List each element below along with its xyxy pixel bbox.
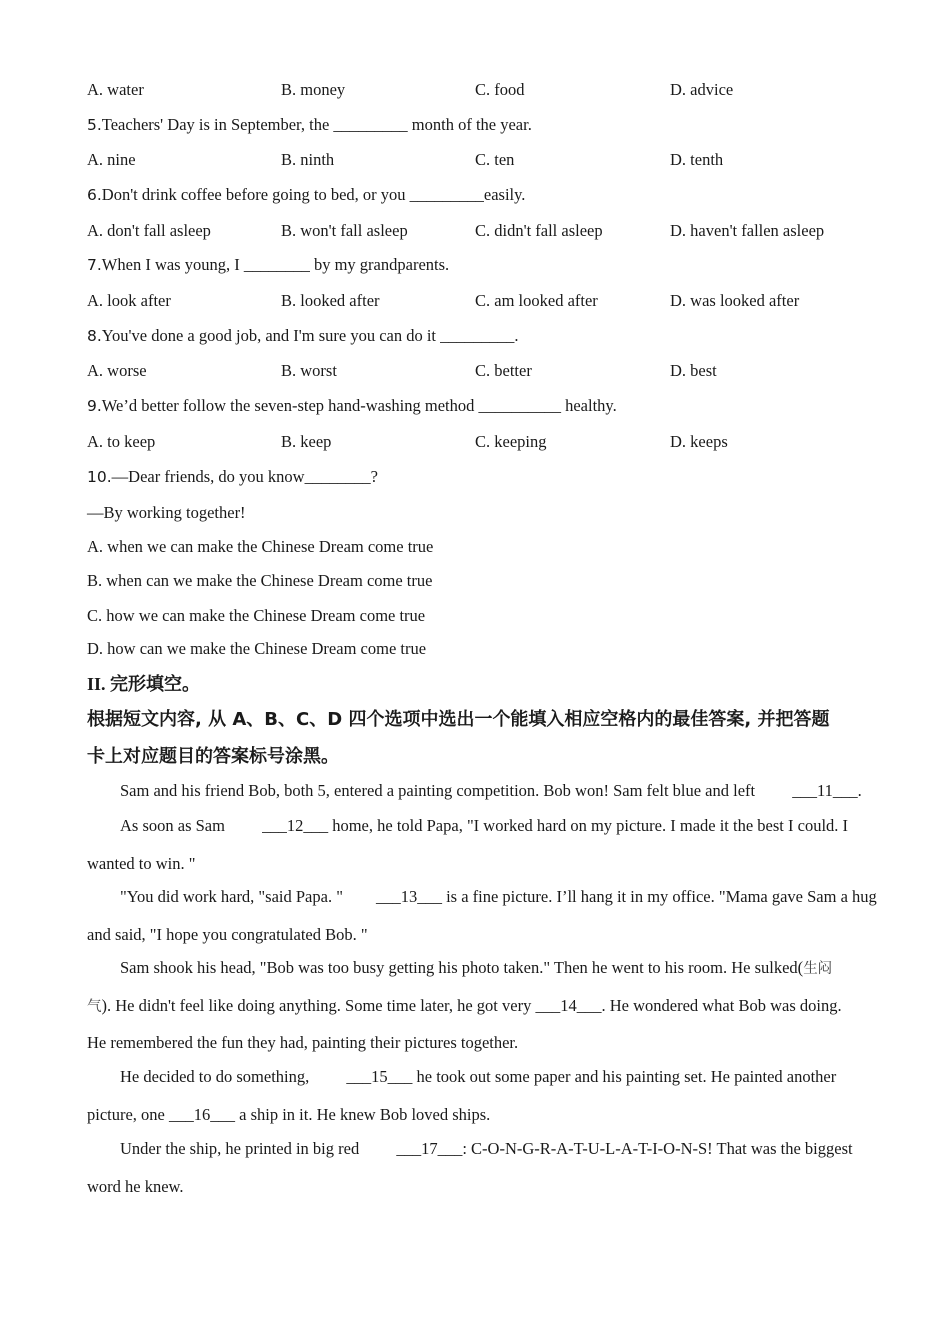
q9-number: 9. — [87, 397, 102, 415]
q7-text: When I was young, I ________ by my grandparents. — [101, 255, 450, 274]
q7-number: 7. — [87, 256, 102, 274]
q7-option-c: C. am looked after — [475, 291, 598, 310]
blank-17: ___17___ — [396, 1139, 463, 1158]
q4-option-a: A. water — [87, 80, 144, 99]
passage-paragraph-1 — [87, 779, 862, 803]
passage-text: As soon as Sam — [120, 816, 230, 835]
passage-text: a ship in it. He knew Bob loved ships. — [235, 1105, 491, 1124]
q6-option-a: A. don't fall asleep — [87, 221, 211, 240]
q7-options — [87, 289, 867, 313]
q8-option-c: C. better — [475, 361, 532, 380]
gloss-cn: 气 — [87, 999, 102, 1015]
q9-option-d: D. keeps — [670, 432, 728, 451]
gloss-cn: 生闷 — [803, 961, 833, 977]
q6-text: Don't drink coffee before going to bed, or you _________easily. — [101, 185, 526, 204]
passage-text: . — [857, 781, 862, 800]
passage-paragraph-3 — [87, 885, 877, 909]
passage-text: he took out some paper and his painting set. He painted another — [412, 1067, 837, 1086]
blank-16: ___16___ — [169, 1105, 236, 1124]
passage-text: Sam shook his head, "Bob was too busy getting his photo taken." Then he went to his room. He sulked( — [120, 958, 804, 977]
passage-text: ). He didn't feel like doing anything. Some time later, he got very — [101, 996, 536, 1015]
passage-text: Under the ship, he printed in big red — [120, 1139, 364, 1158]
q4-option-b: B. money — [281, 80, 346, 99]
q5-number: 5. — [87, 116, 102, 134]
section-title — [87, 672, 200, 696]
section-roman: II. — [87, 674, 111, 694]
q10-option-b: B. when can we make the Chinese Dream come true — [87, 571, 433, 590]
passage-paragraph-4 — [87, 956, 832, 980]
q8-option-d: D. best — [670, 361, 717, 380]
q5-stem — [87, 113, 532, 137]
passage-text: home, he told Papa, "I worked hard on my picture. I made it the best I could. I — [328, 816, 849, 835]
q7-stem — [87, 253, 449, 277]
passage-paragraph-4-cont — [87, 994, 842, 1018]
passage-text: : C-O-N-G-R-A-T-U-L-A-T-I-O-N-S! That was the biggest — [462, 1139, 853, 1158]
q5-option-a: A. nine — [87, 150, 136, 169]
section-instruction-line2: 卡上对应题目的答案标号涂黑。 — [87, 746, 339, 767]
q8-stem — [87, 324, 519, 348]
q9-text: We’d better follow the seven-step hand-washing method __________ healthy. — [101, 396, 617, 415]
passage-text: is a fine picture. I’ll hang it in my office. "Mama gave Sam a hug — [441, 887, 877, 906]
passage-paragraph-2-cont: wanted to win. " — [87, 854, 196, 873]
blank-11: ___11___ — [792, 781, 858, 800]
q7-option-a: A. look after — [87, 291, 171, 310]
q6-option-b: B. won't fall asleep — [281, 221, 408, 240]
blank-12: ___12___ — [262, 816, 329, 835]
q10-text: —Dear friends, do you know________? — [111, 467, 378, 486]
q5-text: Teachers' Day is in September, the _________ month of the year. — [101, 115, 532, 134]
passage-paragraph-3-cont: and said, "I hope you congratulated Bob. " — [87, 925, 368, 944]
passage-text: "You did work hard, "said Papa. " — [120, 887, 343, 906]
q9-stem — [87, 394, 617, 418]
passage-text: picture, one — [87, 1105, 170, 1124]
q5-option-c: C. ten — [475, 150, 515, 169]
section-title-cn: 完形填空。 — [110, 674, 201, 695]
passage-text: He decided to do something, — [120, 1067, 314, 1086]
blank-15: ___15___ — [346, 1067, 413, 1086]
q10-number: 10. — [87, 468, 112, 486]
q4-option-c: C. food — [475, 80, 525, 99]
q7-option-b: B. looked after — [281, 291, 380, 310]
q4-option-d: D. advice — [670, 80, 734, 99]
q9-option-c: C. keeping — [475, 432, 547, 451]
q9-option-b: B. keep — [281, 432, 332, 451]
q10-option-d: D. how can we make the Chinese Dream come true — [87, 639, 427, 658]
q10-option-a: A. when we can make the Chinese Dream come true — [87, 537, 434, 556]
q6-options — [87, 219, 867, 243]
section-instruction-line1: 根据短文内容, 从 A、B、C、D 四个选项中选出一个能填入相应空格内的最佳答案, 并把答题 — [87, 709, 830, 730]
q4-options — [87, 78, 867, 102]
q9-option-a: A. to keep — [87, 432, 156, 451]
q9-options — [87, 430, 867, 454]
q10-reply: —By working together! — [87, 503, 246, 522]
passage-text: . He wondered what Bob was doing. — [601, 996, 842, 1015]
q6-option-c: C. didn't fall asleep — [475, 221, 603, 240]
passage-paragraph-2 — [87, 814, 848, 838]
passage-paragraph-6 — [87, 1137, 853, 1161]
q10-stem — [87, 465, 378, 489]
q10-option-c: C. how we can make the Chinese Dream come true — [87, 606, 426, 625]
q7-option-d: D. was looked after — [670, 291, 800, 310]
q8-option-b: B. worst — [281, 361, 337, 380]
q5-options — [87, 148, 867, 172]
q8-number: 8. — [87, 327, 102, 345]
passage-paragraph-4-end: He remembered the fun they had, painting their pictures together. — [87, 1033, 519, 1052]
blank-14: ___14___ — [535, 996, 602, 1015]
passage-paragraph-5 — [87, 1065, 836, 1089]
q6-stem — [87, 183, 525, 207]
q8-option-a: A. worse — [87, 361, 147, 380]
blank-13: ___13___ — [375, 887, 442, 906]
passage-paragraph-6-cont: word he knew. — [87, 1177, 184, 1196]
q5-option-b: B. ninth — [281, 150, 335, 169]
passage-text: Sam and his friend Bob, both 5, entered a painting competition. Bob won! Sam felt blue and left — [120, 781, 760, 800]
q5-option-d: D. tenth — [670, 150, 724, 169]
q8-text: You've done a good job, and I'm sure you can do it _________. — [101, 326, 519, 345]
q8-options — [87, 359, 867, 383]
q6-number: 6. — [87, 186, 102, 204]
passage-paragraph-5-cont — [87, 1103, 490, 1127]
q6-option-d: D. haven't fallen asleep — [670, 221, 825, 240]
